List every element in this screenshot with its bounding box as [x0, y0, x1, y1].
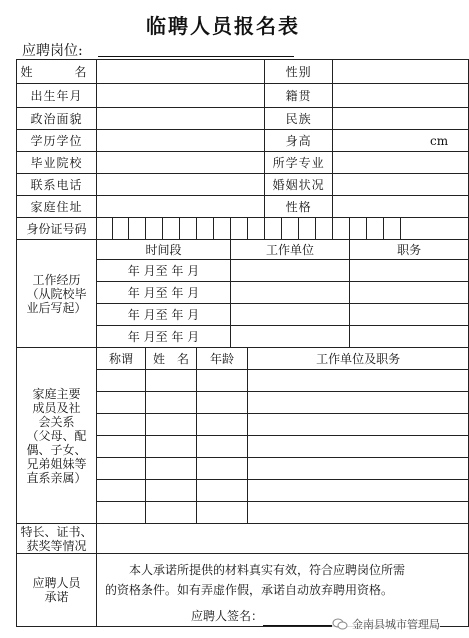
work-position-cell[interactable]	[350, 260, 469, 282]
work-employer-cell[interactable]	[231, 282, 350, 304]
family-cell[interactable]	[197, 480, 248, 502]
family-cell[interactable]	[197, 370, 248, 392]
id-digit-cell[interactable]	[350, 218, 367, 240]
label-height: 身高	[265, 130, 333, 152]
work-employer-cell[interactable]	[231, 260, 350, 282]
work-header-employer: 工作单位	[231, 240, 350, 260]
work-position-cell[interactable]	[350, 282, 469, 304]
id-digit-cell[interactable]	[113, 218, 129, 240]
value-name[interactable]	[97, 60, 265, 84]
family-cell[interactable]	[197, 392, 248, 414]
value-school[interactable]	[97, 152, 265, 174]
family-cell[interactable]	[146, 370, 197, 392]
family-cell[interactable]	[197, 458, 248, 480]
label-phone: 联系电话	[17, 174, 97, 196]
label-gender: 性别	[265, 60, 333, 84]
work-position-cell[interactable]	[350, 304, 469, 326]
pledge-line-2: 的资格条件。如有弄虚作假，承诺自动放弃聘用资格。	[105, 583, 394, 597]
id-digit-cell[interactable]	[146, 218, 163, 240]
id-digit-cell[interactable]	[282, 218, 299, 240]
pledge-line-1: 本人承诺所提供的材料真实有效，符合应聘岗位所需	[129, 563, 406, 577]
label-native-place: 籍贯	[265, 84, 333, 108]
label-ethnicity: 民族	[265, 108, 333, 130]
family-cell[interactable]	[97, 502, 146, 524]
family-cell[interactable]	[97, 392, 146, 414]
work-period-cell[interactable]: 年 月至 年 月	[97, 282, 231, 304]
label-school: 毕业院校	[17, 152, 97, 174]
value-address[interactable]	[97, 196, 265, 218]
id-digit-cell[interactable]	[384, 218, 401, 240]
work-employer-cell[interactable]	[231, 304, 350, 326]
work-period-cell[interactable]: 年 月至 年 月	[97, 326, 231, 348]
value-birth[interactable]	[97, 84, 265, 108]
id-digit-cell[interactable]	[367, 218, 384, 240]
family-cell[interactable]	[248, 436, 469, 458]
family-cell[interactable]	[197, 414, 248, 436]
position-label: 应聘岗位:	[22, 43, 83, 59]
family-cell[interactable]	[97, 436, 146, 458]
id-digit-cell[interactable]	[97, 218, 113, 240]
family-cell[interactable]	[248, 458, 469, 480]
family-header-employer: 工作单位及职务	[248, 348, 469, 370]
label-skills: 特长、证书、 获奖等情况	[17, 524, 97, 554]
id-digit-cell[interactable]	[231, 218, 248, 240]
family-cell[interactable]	[146, 502, 197, 524]
value-personality[interactable]	[333, 196, 469, 218]
family-cell[interactable]	[97, 458, 146, 480]
id-digit-cell[interactable]	[129, 218, 146, 240]
label-name: 姓 名	[17, 60, 97, 84]
label-personality: 性格	[265, 196, 333, 218]
value-politics[interactable]	[97, 108, 265, 130]
id-digit-cell[interactable]	[316, 218, 333, 240]
id-digit-cell[interactable]	[163, 218, 180, 240]
work-period-cell[interactable]: 年 月至 年 月	[97, 260, 231, 282]
family-cell[interactable]	[146, 436, 197, 458]
id-digit-cell[interactable]	[248, 218, 265, 240]
work-header-period: 时间段	[97, 240, 231, 260]
value-phone[interactable]	[97, 174, 265, 196]
family-cell[interactable]	[248, 414, 469, 436]
label-education: 学历学位	[17, 130, 97, 152]
family-header-relation: 称谓	[97, 348, 146, 370]
form-title: 临聘人员报名表	[146, 14, 300, 38]
height-unit: cm	[430, 133, 449, 148]
family-header-age: 年龄	[197, 348, 248, 370]
signature-label: 应聘人签名：	[191, 609, 264, 623]
family-cell[interactable]	[97, 480, 146, 502]
watermark	[332, 616, 440, 632]
watermark-text: 金南县城市管理局	[352, 618, 440, 631]
family-cell[interactable]	[248, 370, 469, 392]
signature-line[interactable]	[263, 613, 333, 626]
family-cell[interactable]	[146, 458, 197, 480]
family-cell[interactable]	[146, 414, 197, 436]
id-digit-cell[interactable]	[265, 218, 282, 240]
work-header-position: 职务	[350, 240, 469, 260]
label-major: 所学专业	[265, 152, 333, 174]
label-pledge: 应聘人员 承诺	[17, 554, 97, 627]
label-birth: 出生年月	[17, 84, 97, 108]
family-cell[interactable]	[97, 414, 146, 436]
family-cell[interactable]	[146, 392, 197, 414]
id-digit-cell[interactable]	[197, 218, 214, 240]
family-cell[interactable]	[197, 502, 248, 524]
work-period-cell[interactable]: 年 月至 年 月	[97, 304, 231, 326]
value-ethnicity[interactable]	[333, 108, 469, 130]
id-tail-cell[interactable]	[401, 218, 469, 240]
label-address: 家庭住址	[17, 196, 97, 218]
family-cell[interactable]	[197, 436, 248, 458]
id-digit-cell[interactable]	[214, 218, 231, 240]
value-marital[interactable]	[333, 174, 469, 196]
label-family: 家庭主要 成员及社 会关系 （父母、配 偶、子女、 兄弟姐妹等 直系亲属）	[17, 348, 97, 524]
id-digit-cell[interactable]	[333, 218, 350, 240]
label-marital: 婚姻状况	[265, 174, 333, 196]
value-height[interactable]	[333, 130, 469, 152]
family-header-name: 姓 名	[146, 348, 197, 370]
family-cell[interactable]	[248, 392, 469, 414]
family-cell[interactable]	[97, 370, 146, 392]
family-cell[interactable]	[146, 480, 197, 502]
family-cell[interactable]	[248, 502, 469, 524]
work-employer-cell[interactable]	[231, 326, 350, 348]
work-position-cell[interactable]	[350, 326, 469, 348]
family-cell[interactable]	[248, 480, 469, 502]
value-skills[interactable]	[97, 524, 469, 554]
position-input-line[interactable]	[98, 56, 294, 57]
label-politics: 政治面貌	[17, 108, 97, 130]
wechat-icon	[332, 618, 348, 630]
value-native-place[interactable]	[333, 84, 469, 108]
value-major[interactable]	[333, 152, 469, 174]
value-gender[interactable]	[333, 60, 469, 84]
label-work-experience: 工作经历 （从院校毕 业后写起）	[17, 240, 97, 348]
label-id-number: 身份证号码	[17, 218, 97, 240]
registration-form-table	[16, 59, 469, 627]
value-education[interactable]	[97, 130, 265, 152]
id-digit-cell[interactable]	[180, 218, 197, 240]
id-digit-cell[interactable]	[299, 218, 316, 240]
